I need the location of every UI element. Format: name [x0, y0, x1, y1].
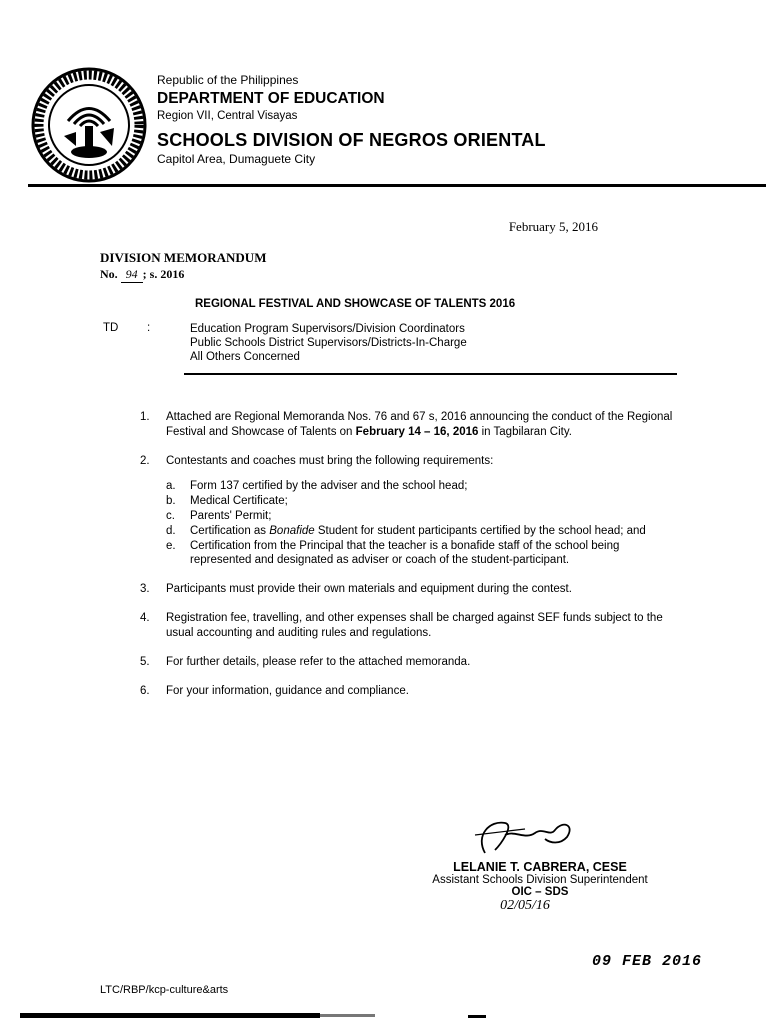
- requirement-text: Certification from the Principal that the teacher is a bonafide staff of the school being represented and designated as adviser or coach of the student-participant.: [190, 540, 620, 566]
- body-item-1: [140, 410, 680, 440]
- requirement-letter: e.: [166, 540, 176, 552]
- signatory-oic: OIC – SDS: [511, 886, 569, 898]
- requirement-item: [166, 494, 680, 508]
- received-date-stamp: 09 FEB 2016: [592, 953, 703, 970]
- item-number: 3.: [140, 583, 150, 595]
- requirement-letter: b.: [166, 495, 176, 507]
- header-republic: Republic of the Philippines: [157, 73, 299, 87]
- body-item-6: [140, 684, 680, 699]
- recipient-divider: [184, 373, 677, 375]
- memo-no-value: 94: [121, 267, 143, 283]
- header-department: DEPARTMENT OF EDUCATION: [157, 90, 385, 107]
- header-address: Capitol Area, Dumaguete City: [157, 152, 316, 166]
- item-date-bold: February 14 – 16, 2016: [355, 426, 479, 438]
- requirement-text: Medical Certificate;: [190, 495, 288, 507]
- item-number: 2.: [140, 455, 150, 467]
- memo-subject: REGIONAL FESTIVAL AND SHOWCASE OF TALENTS 2016: [195, 298, 516, 310]
- deped-seal-logo: [30, 66, 148, 184]
- item-text: For further details, please refer to the attached memoranda.: [166, 656, 471, 668]
- handwritten-date: 02/05/16: [500, 898, 550, 913]
- memo-date: February 5, 2016: [508, 219, 598, 234]
- requirement-text: [190, 524, 680, 538]
- requirement-letter: d.: [166, 525, 176, 537]
- scan-artifact: [20, 1013, 320, 1018]
- to-label: TD: [103, 322, 119, 334]
- memo-body: [140, 410, 680, 713]
- recipient-item: Public Schools District Supervisors/Districts-In-Charge: [190, 337, 467, 349]
- header-region: Region VII, Central Visayas: [157, 110, 298, 122]
- item-text-part: in Tagbilaran City.: [478, 426, 572, 438]
- requirement-text: Parents' Permit;: [190, 510, 272, 522]
- body-item-5: [140, 655, 680, 670]
- requirement-letter: a.: [166, 480, 176, 492]
- item-text: Participants must provide their own materials and equipment during the contest.: [166, 583, 572, 595]
- item-number: 5.: [140, 656, 150, 668]
- requirement-italic: Bonafide: [269, 525, 315, 537]
- item-text: Registration fee, travelling, and other expenses shall be charged against SEF funds subject to the usual accounting and auditing rules and regulations.: [166, 612, 663, 639]
- item-text: [166, 454, 680, 568]
- header-divider: [28, 184, 766, 187]
- memo-number: [100, 267, 184, 283]
- requirement-item: [166, 509, 680, 523]
- requirement-item: [166, 539, 680, 567]
- to-colon: :: [147, 322, 151, 334]
- requirement-item: [166, 524, 680, 538]
- scan-artifact: [468, 1015, 486, 1018]
- memo-no-suffix: ; s. 2016: [142, 267, 185, 281]
- item-text-part: Attached are Regional Memoranda Nos. 76 and 67 s, 2016 announcing the conduct of the Regional Festival and Showcase of Talents on: [166, 411, 673, 438]
- header-division: SCHOOLS DIVISION OF NEGROS ORIENTAL: [157, 130, 546, 150]
- body-item-2: [140, 454, 680, 568]
- recipient-list: [190, 322, 467, 364]
- item-text: [166, 410, 680, 440]
- recipient-item: All Others Concerned: [190, 351, 300, 363]
- requirement-text: Form 137 certified by the adviser and the school head;: [190, 480, 468, 492]
- requirement-text-part: Student for student participants certified by the school head; and: [314, 525, 646, 537]
- requirement-letter: c.: [166, 510, 175, 522]
- requirement-item: [166, 479, 680, 493]
- item-number: 4.: [140, 612, 150, 624]
- item-text-part: Contestants and coaches must bring the following requirements:: [166, 455, 494, 467]
- item-number: 1.: [140, 411, 150, 423]
- scan-artifact: [320, 1014, 375, 1017]
- reference-initials: LTC/RBP/kcp-culture&arts: [100, 984, 229, 996]
- requirement-text-part: Certification as: [190, 525, 270, 537]
- memo-no-prefix: No.: [100, 267, 118, 281]
- item-number: 6.: [140, 685, 150, 697]
- signature-block: [405, 830, 675, 914]
- recipient-item: Education Program Supervisors/Division Coordinators: [190, 323, 465, 335]
- memo-title: DIVISION MEMORANDUM: [100, 250, 267, 265]
- signatory-position: Assistant Schools Division Superintendent: [432, 874, 648, 886]
- signatory-name: LELANIE T. CABRERA, CESE: [453, 860, 627, 874]
- item-text: For your information, guidance and compliance.: [166, 685, 409, 697]
- body-item-4: [140, 611, 680, 641]
- requirements-list: [166, 479, 680, 567]
- body-item-3: [140, 582, 680, 597]
